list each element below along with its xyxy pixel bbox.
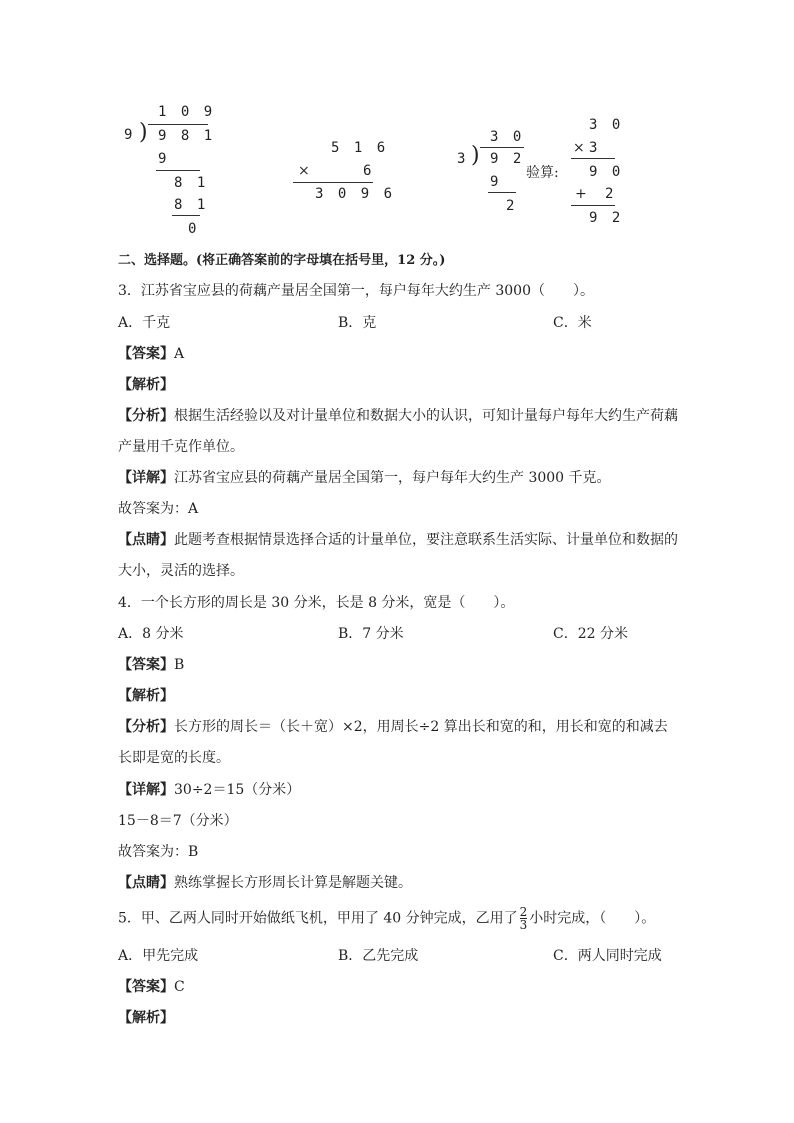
fraction-denominator: 3 <box>519 918 528 932</box>
q5-analysis-heading: 【解析】 <box>118 1010 174 1026</box>
q3-dianjing-line-1 <box>118 529 678 549</box>
q5-option-c: C．两人同时完成 <box>553 948 662 964</box>
stem-before-fraction: 5．甲、乙两人同时开始做纸飞机，甲用了 40 分钟完成，乙用了 <box>118 910 518 927</box>
dividend: 9 2 <box>490 151 525 167</box>
q5-option-a: A．甲先完成 <box>118 948 199 964</box>
q4-fenxi-line-1 <box>118 716 668 736</box>
section-title: 二、选择题。(将正确答案前的字母填在括号里，12 分。) <box>118 253 446 268</box>
divisor: 9 <box>124 127 136 143</box>
fenxi-text: 根据生活经验以及对计量单位和数据大小的认识，可知计量每户每年大约生产荷藕 <box>174 408 678 424</box>
dianjing-text: 熟练掌握长方形周长计算是解题关键。 <box>174 875 412 891</box>
xiangjie-tag: 【详解】 <box>118 470 174 486</box>
fenxi-text: 长方形的周长＝（长＋宽）×2，用周长÷2 算出长和宽的和，用长和宽的和减去 <box>174 719 668 735</box>
q3-final-answer: 故答案为：A <box>118 501 199 517</box>
answer-tag: 【答案】 <box>118 657 174 673</box>
step-subtract: 9 <box>490 174 502 190</box>
question-3-stem: 3．江苏省宝应县的荷藕产量居全国第一，每户每年大约生产 3000（ ）。 <box>118 283 594 299</box>
multiplier: 6 <box>363 163 375 179</box>
q4-option-a: A．8 分米 <box>118 626 184 642</box>
answer-value: A <box>174 346 185 362</box>
q4-analysis-heading: 【解析】 <box>118 688 174 704</box>
q3-fenxi-line-1 <box>118 405 678 425</box>
dianjing-text: 此题考查根据情景选择合适的计量单位，要注意联系生活实际、计量单位和数据的 <box>174 532 678 548</box>
division-bracket: ) <box>471 143 480 168</box>
fenxi-tag: 【分析】 <box>118 408 174 424</box>
q4-option-b: B．7 分米 <box>338 626 404 642</box>
q3-option-a: A．千克 <box>118 315 171 331</box>
quotient: 1 0 9 <box>158 104 216 120</box>
q4-answer <box>118 654 184 674</box>
answer-value: B <box>174 657 185 673</box>
fraction-numerator: 2 <box>519 905 528 919</box>
dianjing-tag: 【点睛】 <box>118 532 174 548</box>
q4-option-c: C．22 分米 <box>553 626 628 642</box>
q3-answer <box>118 343 184 363</box>
division-bracket: ) <box>139 120 148 145</box>
product: 3 0 9 6 <box>315 186 396 202</box>
dividend: 9 8 1 <box>158 128 216 144</box>
check-multiplicand: 3 0 <box>589 117 624 133</box>
check-product: 9 0 <box>589 164 624 180</box>
final-remainder: 0 <box>188 221 200 237</box>
answer-value: C <box>174 979 185 995</box>
question-4-stem: 4．一个长方形的周长是 30 分米，长是 8 分米，宽是（ ）。 <box>118 595 515 611</box>
q3-xiangjie <box>118 467 611 487</box>
quotient: 3 0 <box>490 129 525 145</box>
fenxi-tag: 【分析】 <box>118 719 174 735</box>
q4-final-answer: 故答案为：B <box>118 844 199 860</box>
check-times-sign: × <box>573 140 585 156</box>
xiangjie-tag: 【详解】 <box>118 782 174 798</box>
check-result: 9 2 <box>589 210 624 226</box>
q3-option-c: C．米 <box>553 315 592 331</box>
question-5-stem <box>118 906 655 931</box>
answer-tag: 【答案】 <box>118 979 174 995</box>
q5-answer <box>118 976 185 996</box>
check-addend: 2 <box>605 186 617 202</box>
q3-option-b: B．克 <box>338 315 377 331</box>
step-remainder-1: 8 1 <box>174 175 209 191</box>
check-multiplier: 3 <box>589 140 601 156</box>
xiangjie-text: 江苏省宝应县的荷藕产量居全国第一，每户每年大约生产 3000 千克。 <box>174 470 611 486</box>
q3-dianjing-line-2: 大小，灵活的选择。 <box>118 563 244 579</box>
q4-dianjing <box>118 872 412 892</box>
stem-after-fraction: 小时完成，（ ）。 <box>529 910 656 927</box>
divisor: 3 <box>457 151 469 167</box>
xiangjie-text: 30÷2＝15（分米） <box>174 782 301 798</box>
q4-fenxi-line-2: 长即是宽的长度。 <box>118 750 230 766</box>
q4-xiangjie <box>118 779 300 799</box>
fraction-two-thirds <box>520 906 528 931</box>
remainder: 2 <box>506 198 518 214</box>
q4-step-2: 15－8＝7（分米） <box>118 813 238 829</box>
times-sign: × <box>298 163 310 179</box>
check-plus-sign: + <box>575 186 587 202</box>
dianjing-tag: 【点睛】 <box>118 875 174 891</box>
step-subtract-2: 8 1 <box>174 197 209 213</box>
check-label: 验算: <box>526 165 559 181</box>
q3-fenxi-line-2: 产量用千克作单位。 <box>118 439 244 455</box>
answer-tag: 【答案】 <box>118 346 174 362</box>
q3-analysis-heading: 【解析】 <box>118 377 174 393</box>
multiplicand: 5 1 6 <box>331 140 389 156</box>
step-subtract-1: 9 <box>158 151 170 167</box>
q5-option-b: B．乙先完成 <box>338 948 419 964</box>
